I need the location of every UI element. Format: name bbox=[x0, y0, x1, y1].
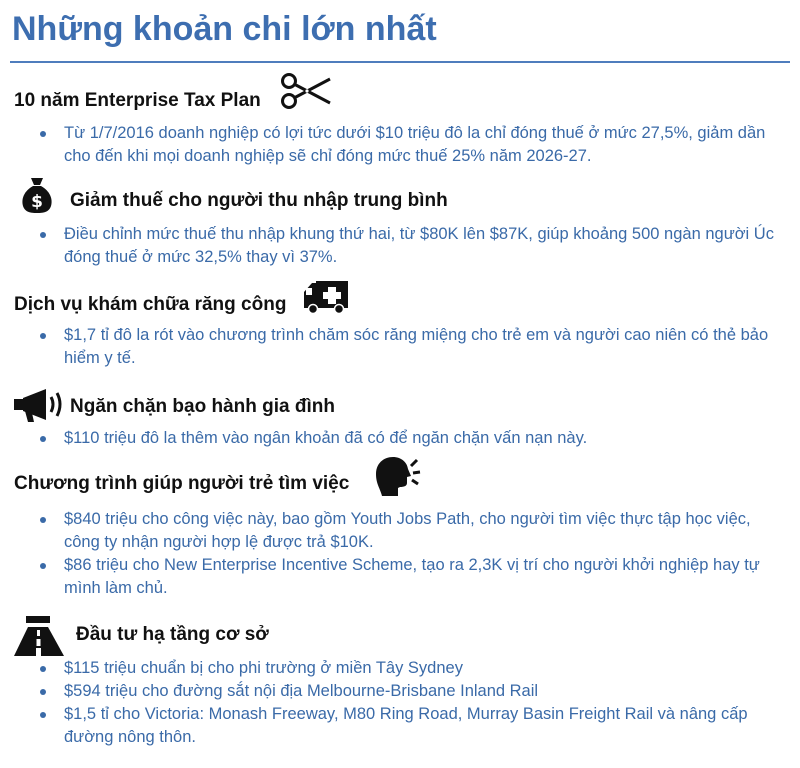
bullet-list bbox=[40, 657, 790, 749]
bullet-list bbox=[40, 427, 790, 450]
list-item: $86 triệu cho New Enterprise Incentive Scheme, tạo ra 2,3K vị trí cho người khởi nghiệp hay tự mình làm chủ. bbox=[40, 554, 790, 600]
page-title: Những khoản chi lớn nhất bbox=[12, 10, 437, 48]
money-bag-icon bbox=[20, 176, 54, 214]
scissors-icon bbox=[280, 70, 334, 112]
bullet-list bbox=[40, 223, 790, 269]
section-heading: Ngăn chặn bạo hành gia đình bbox=[70, 396, 335, 417]
list-item: $1,5 tỉ cho Victoria: Monash Freeway, M80 Ring Road, Murray Basin Freight Rail và nâng cấp đường nông thôn. bbox=[40, 703, 790, 749]
list-item: Từ 1/7/2016 doanh nghiệp có lợi tức dưới $10 triệu đô la chỉ đóng thuế ở mức 27,5%, giảm dần cho đến khi mọi doanh nghiệp sẽ chỉ đóng mức thuế 25% năm 2026-27. bbox=[40, 122, 790, 168]
speaking-head-icon bbox=[370, 454, 422, 498]
bullet-list bbox=[40, 324, 790, 370]
list-item: $110 triệu đô la thêm vào ngân khoản đã có để ngăn chặn vấn nạn này. bbox=[40, 427, 790, 450]
svg-text:$: $ bbox=[31, 192, 43, 212]
bullet-list bbox=[40, 122, 790, 168]
section-heading: Dịch vụ khám chữa răng công bbox=[14, 294, 287, 315]
megaphone-icon bbox=[12, 386, 68, 424]
ambulance-icon bbox=[302, 278, 350, 316]
list-item: Điều chỉnh mức thuế thu nhập khung thứ hai, từ $80K lên $87K, giúp khoảng 500 ngàn người Úc đóng thuế ở mức 32,5% thay vì 37%. bbox=[40, 223, 790, 269]
section-heading: Chương trình giúp người trẻ tìm việc bbox=[14, 473, 350, 494]
list-item: $115 triệu chuẩn bị cho phi trường ở miền Tây Sydney bbox=[40, 657, 790, 680]
list-item: $594 triệu cho đường sắt nội địa Melbourne-Brisbane Inland Rail bbox=[40, 680, 790, 703]
section-heading: 10 năm Enterprise Tax Plan bbox=[14, 90, 261, 111]
section-heading: Đầu tư hạ tầng cơ sở bbox=[76, 624, 269, 645]
bullet-list bbox=[40, 508, 790, 600]
list-item: $840 triệu cho công việc này, bao gồm Youth Jobs Path, cho người tìm việc thực tập học việc, công ty nhận người hợp lệ được trả $10K. bbox=[40, 508, 790, 554]
list-item: $1,7 tỉ đô la rót vào chương trình chăm sóc răng miệng cho trẻ em và người cao niên có thẻ bảo hiểm y tế. bbox=[40, 324, 790, 370]
road-icon bbox=[12, 614, 66, 658]
section-heading: Giảm thuế cho người thu nhập trung bình bbox=[70, 190, 448, 211]
title-divider bbox=[10, 61, 790, 63]
